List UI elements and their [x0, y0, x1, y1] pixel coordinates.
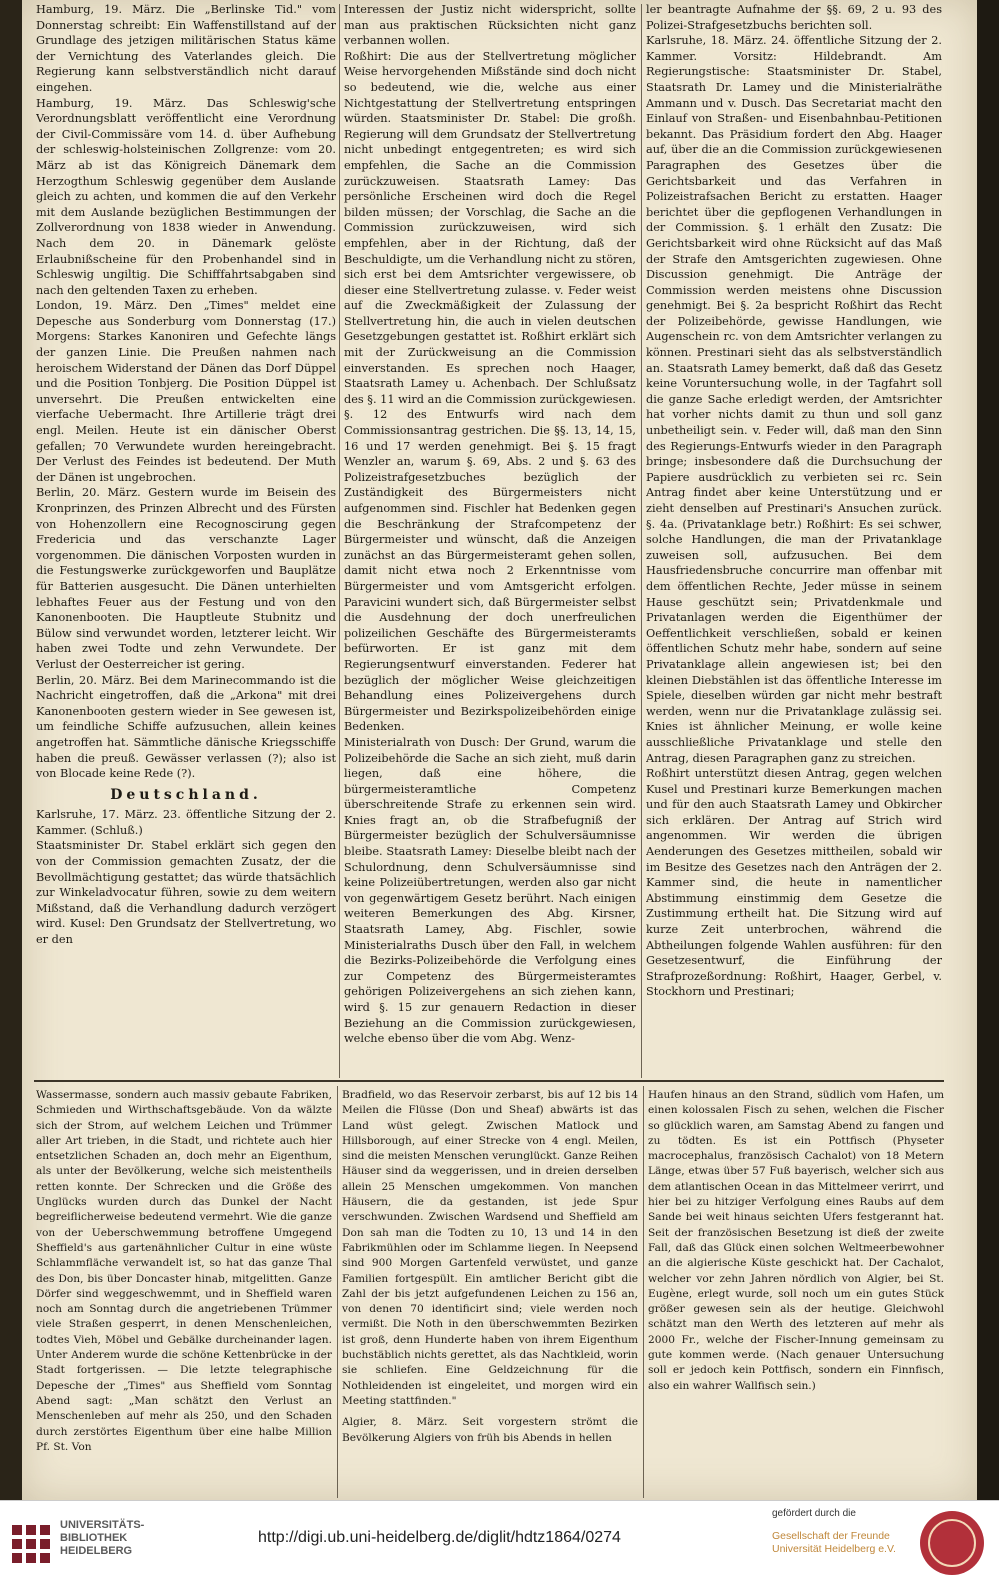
col3-paragraph-3: Roßhirt unterstützt diesen Antrag, gegen welchen Kusel und Prestinari kurze Bemerkungen machen und für den auch Staatsrath Lamey und Obkircher sich erklären. Der Antrag auf Strich wird angenommen. Wir werden die übrigen Aenderungen des Gesetzes mittheilen, sobald wir im Besitze des Gesetzes nach den Anträgen der 2. Kammer sind, die heute in namentlicher Abstimmung einstimmig dem Gesetze die Zustimmung ertheilt hat. Die Sitzung wird auf kurze Zeit unterbrochen, während die Abtheilungen folgende Wahlen ausführen: für den Gesetzesentwurf, die Einführung der Strafprozeßordnung: Roßhirt, Haager, Gerbel, v. Stockhorn und Prestinari;: [646, 767, 942, 999]
column-1: [36, 2, 336, 1078]
col3-paragraph-2: Karlsruhe, 18. März. 24. öffentliche Sitzung der 2. Kammer. Vorsitz: Hildebrandt. Am Regierungstische: Staatsminister Dr. Stabel, Staatsrath Dr. Lamey und die Ministerialräthe Ammann und v. Dusch. Das Secretariat macht den Einlauf von Straßen- und Eisenbahnbau-Petitionen bekannt. Das Präsidium fordert den Abg. Haager auf, über die an die Commission zurückgewiesenen Paragraphen des Gesetzes über die Gerichtsbarkeit und das Verfahren in Polizeistrafsachen Bericht zu erstatten. Haager berichtet über die gepflogenen Verhandlungen in der Commission. §. 1 erhält den Zusatz: Die Gerichtsbarkeit wird ohne Rücksicht auf das Maß der Strafe den Amtsgerichten zugewiesen. Ohne Discussion genehmigt. Die Anträge der Commission werden meistens ohne Discussion genehmigt. Bei §. 2a bespricht Roßhirt das Recht der Polizeibehörde, gewisse Handlungen, wie Augenschein rc. von dem Amtsrichter verlangen zu können. Prestinari sieht das als selbstverständlich an. Staatsrath Lamey bemerkt, daß daß das Gesetz keine Voruntersuchung wolle, in der Tagfahrt soll die ganze Sache erledigt werden, der Amtsrichter hat vorher nichts damit zu thun und soll ganz unbetheiligt sein. v. Feder will, daß man den Sinn des Regierungs-Entwurfs wieder in den Paragraph bringe; insbesondere daß die Durchsuchung der Papiere ausdrücklich zu verbieten sei rc. Sein Antrag findet aber keine Unterstützung und er zieht denselben auf Prestinari's Ansuchen zurück. §. 4a. (Privatanklage betr.) Roßhirt: Es sei schwer, solche Handlungen, die man der Privatanklage zuweisen soll, aufzusuchen. Bei dem Hausfriedensbruche concurrire man offenbar mit dem öffentlichen Rechte, Jeder müsse in seinem Hause geschützt sein; Privatdenkmale und Privatanlagen werden die Eigenthümer der Oeffentlichkeit verschließen, sobald er keinen öffentlichen Schutz mehr habe, sondern auf seine Privatanklage allein angewiesen ist; bei den kleinen Diebstählen ist das öffentliche Interesse im Spiele, dieselben würden gar nicht mehr bestraft werden, wenn nur die Privatanklage zulässig sei. Knies ist ähnlicher Meinung, er wolle keine ausschließliche Privatanklage und stelle den Antrag, diesen Paragraphen ganz zu streichen.: [646, 34, 942, 765]
column-divider: [641, 4, 642, 1078]
scan-left-edge: [0, 0, 22, 1500]
column-divider: [337, 1086, 338, 1498]
col2-paragraph-3: Ministerialrath von Dusch: Der Grund, warum die Polizeibehörde die Sache an sich zieht, muß darin liegen, daß eine höhere, die bürgermeisteramtliche Competenz überschreitende Strafe zu erkennen sein wird. Knies fragt an, ob die Strafbefugniß der Bürgermeister bezüglich der Schulversäumnisse bleibe. Staatsrath Lamey: Dieselbe bleibt nach der Schulordnung, denn Schulversäumnisse sind keine Polizeiübertretungen, werden also gar nicht von gegenwärtigem Gesetz berührt. Nach einigen weiteren Bemerkungen des Abg. Kirsner, Staatsrath Lamey, Abg. Fischler, sowie Ministerialraths Dusch über den Fall, in welchem die Bezirks-Polizeibehörde die Verfolgung eines zur Competenz des Bürgermeisteramtes gehörigen Polizeivergehens an sich ziehen kann, wird §. 15 zur genauern Redaction in dieser Beziehung an die Commission zurückgewiesen, welche ebenso über die vom Abg. Wenz-: [344, 735, 636, 1046]
university-seal-icon: [920, 1511, 984, 1575]
section-heading: Deutschland.: [110, 786, 262, 803]
article-karlsruhe-dateline: Karlsruhe, 17. März. 23. öffentliche Sitzung der 2. Kammer. (Schluß.): [36, 808, 336, 837]
lower-col1-text: Wassermasse, sondern auch massiv gebaute Fabriken, Schmieden und Wirthschaftsgebäude. Von da wälzte sich der Strom, auf welchem Leichen und Trümmer aller Art trieben, in die Stadt, und richtete auch hier entsetzlichen Schaden an, doch mehr an Eigenthum, als unter der Bevölkerung, welche sich meistentheils retten konnte. Der Schrecken und die Größe des Unglücks wurden durch das Dunkel der Nacht begreiflicherweise bedeutend vermehrt. Wie die ganze von der Ueberschwemmung betroffene Umgegend Sheffield's aus gartenähnlicher Cultur in eine wüste Schlammfläche verwandelt ist, so hat das ganze Thal des Don, bis über Doncaster hinab, mitgelitten. Ganze Dörfer sind weggeschwemmt, und in Sheffield waren noch am Sonntag durch die angetriebenen Trümmer viele Straßen gesperrt, in denen Menschenleichen, todtes Vieh, Möbel und Gebälke durcheinander lagen. Unter Anderem wurde die schöne Kettenbrücke in der Stadt fortgerissen. — Die letzte telegraphische Depesche der „Times" aus Sheffield vom Sonntag Abend sagt: „Man schätzt den Verlust an Menschenleben auf mehr als 250, und den Schaden durch zerstörtes Eigenthum über eine halbe Million Pf. St. Von: [36, 1089, 332, 1453]
lower-col2-text: Bradfield, wo das Reservoir zerbarst, bis auf 12 bis 14 Meilen die Flüsse (Don und Sheaf) abwärts ist das Land wüst gelegt. Zwischen Matlock und Hillsborough, auf einer Strecke von 4 engl. Meilen, sind die meisten Menschen verunglückt. Ganze Reihen Häuser sind da weggerissen, und in dreien derselben allein 25 Menschen umgekommen. Von manchen Häusern, die da gestanden, ist jede Spur verschwunden. Zwischen Wardsend und Sheffield am Don sah man die Todten zu 10, 13 und 14 in den Fabrikmühlen oder im Schlamme liegen. In Neepsend sind 900 Morgen Gartenfeld verwüstet, und ganze Familien fortgespült. Ein amtlicher Bericht gibt die Zahl der bis jetzt aufgefundenen Leichen zu 156 an, von denen 70 identificirt sind; viele werden noch vermißt. Die Noth in den überschwemmten Bezirken ist groß, denn Hunderte haben von ihrem Eigenthum buchstäblich nichts gerettet, als das Nachtkleid, worin sie schliefen. Eine Geldzeichnung für die Nothleidenden ist eingeleitet, und morgen wird ein Meeting stattfinden.": [342, 1089, 638, 1407]
lower-column-2: [342, 1088, 638, 1498]
permalink-url[interactable]: http://digi.ub.uni-heidelberg.de/diglit/hdtz1864/0274: [258, 1529, 621, 1546]
article-karlsruhe-text: Staatsminister Dr. Stabel erklärt sich gegen den von der Commission gemachten Zusatz, der die Bevollmächtigung gestattet; das würde thatsächlich zur Winkeladvocatur führen, sowie zu dem weitern Mißstand, daß die Verhandlung dadurch verzögert wird. Kusel: Den Grundsatz der Stellvertretung, wo er den: [36, 839, 336, 947]
article-algier: Algier, 8. März. Seit vorgestern strömt die Bevölkerung Algiers von früh bis Abends in hellen: [342, 1416, 638, 1444]
col2-paragraph-1: Interessen der Justiz nicht widerspricht, sollte man aus praktischen Rücksichten nicht ganz verbannen wollen.: [344, 3, 636, 48]
sponsor-credit: gefördert durch die Gesellschaft der Freunde Universität Heidelberg e.V.: [772, 1508, 896, 1555]
section-divider: [34, 1080, 944, 1082]
column-divider: [643, 1086, 644, 1498]
lower-column-1: [36, 1088, 332, 1498]
lower-column-3: [648, 1088, 944, 1498]
lower-col3-text: Haufen hinaus an den Strand, südlich vom Hafen, um einen kolossalen Fisch zu sehen, welchen die Fischer so glücklich waren, am Samstag Abend zu fangen und zu tödten. Es ist ein Pottfisch (Physeter macrocephalus, französisch Cachalot) von 18 Metern Länge, etwas über 57 Fuß bayerisch, welcher sich aus dem atlantischen Ocean in das Mittelmeer verirrt, und hier bei zu hitziger Verfolgung eines Raubs auf dem Sande bei weit hinaus seichten Ufers festgerannt hat. Seit der französischen Besetzung ist dieß der zweite Fall, daß das Glück einen solchen Weltmeerbewohner an die algierische Küste geschickt hat. Der Cachalot, welcher vor zehn Jahren nördlich von Algier, bei St. Eugène, erlegt wurde, soll noch um ein gutes Stück größer gewesen sein als der heutige. Gleichwohl schätzt man den Werth des letzteren auf mehr als 2000 Fr., welche der Fischer-Innung gemeinsam zu gute kommen werde. (Nach genauer Untersuchung soll er jedoch kein Pottfisch, sondern ein Finnfisch, also ein wahrer Wallfisch sein.): [648, 1089, 944, 1392]
university-library-logo-icon: [8, 1521, 54, 1567]
column-divider: [339, 4, 340, 1078]
column-3: [646, 2, 942, 1078]
viewer-footer: [0, 1500, 999, 1583]
column-2: [344, 2, 636, 1078]
col3-paragraph-1: ler beantragte Aufnahme der §§. 69, 2 u. 93 des Polizei-Strafgesetzbuchs berichten soll.: [646, 3, 942, 32]
article-london: London, 19. März. Den „Times" meldet eine Depesche aus Sonderburg vom Donnerstag (17.) Morgens: Starkes Kanoniren und Gefechte längs der ganzen Linie. Die Preußen nahmen nach heroischem Widerstand der Dänen das Dorf Düppel und die Position Tonbjerg. Die Position Düppel ist unversehrt. Die Preußen entwickelten eine vierfache Uebermacht. Ihre Artillerie trägt drei engl. Meilen. Heute ist ein dänischer Oberst gefallen; 70 Verwundete wurden hereingebracht. Der Verlust des Feindes ist bedeutend. Der Muth der Dänen ist ungebrochen.: [36, 299, 336, 484]
article-hamburg-1: Hamburg, 19. März. Die „Berlinske Tid." vom Donnerstag schreibt: Ein Waffenstillstand auf der Grundlage des jetzigen militärischen Status käme der Vernichtung des Vaterlandes gleich. Die Regierung kann selbstverständlich nicht darauf eingehen.: [36, 3, 336, 94]
scan-right-edge: [977, 0, 999, 1500]
col2-paragraph-2: Roßhirt: Die aus der Stellvertretung möglicher Weise hervorgehenden Mißstände sind doch nicht so bedeutend, wie die, welche aus einer Nichtgestattung der Stellvertretung entspringen würden. Staatsminister Dr. Stabel: Die großh. Regierung will dem Grundsatz der Stellvertretung nicht unbedingt entgegentreten; es wird sich empfehlen, die Sache an die Commission zurückzuweisen. Staatsrath Lamey: Das persönliche Erscheinen wird doch die Regel bilden müssen; der Vorschlag, die Sache an die Commission zurückzuweisen, wird sich empfehlen, aber in der Richtung, daß der Beschuldigte, um die Verhandlung nicht zu stören, sich erst bei dem Amtsrichter vergewissere, ob dieser eine Stellvertretung zulasse. v. Feder weist auf die Zweckmäßigkeit der Zulassung der Stellvertretung hin, die auch in vielen deutschen Gesetzgebungen gestattet ist. Roßhirt erklärt sich mit der Zurückweisung an die Commission einverstanden. Es sprechen noch Haager, Staatsrath Lamey u. Achenbach. Der Schlußsatz des §. 11 wird an die Commission zurückgewiesen. §. 12 des Entwurfs wird nach dem Commissionsantrag gestrichen. Die §§. 13, 14, 15, 16 und 17 werden genehmigt. Bei §. 15 fragt Wenzler an, warum §. 69, Abs. 2 und §. 63 des Polizeistrafgesetzbuches bezüglich der Zuständigkeit des Bürgermeisters nicht aufgenommen sind. Fischler hat Bedenken gegen die Beschränkung der Strafcompetenz der Bürgermeister und wünscht, daß die Anzeigen zunächst an das Bürgermeisteramt gehen sollen, damit nicht etwa noch 2 Erkenntnisse vom Bürgermeister und vom Amtsgericht erfolgen. Paravicini wundert sich, daß Bürgermeister selbst die Ausdehnung der doch unerfreulichen polizeilichen Geschäfte des Bürgermeisteramts befürworten. Er ist ganz mit dem Regierungsentwurf einverstanden. Federer hat bezüglich der möglicher Weise gleichzeitigen Behandlung eines Polizeivergehens durch Bürgermeister und Bezirkspolizeibehörden einige Bedenken.: [344, 49, 636, 734]
article-berlin-2: Berlin, 20. März. Bei dem Marinecommando ist die Nachricht eingetroffen, daß die „Arkona" mit drei Kanonenbooten gestern wieder in See gewesen ist, um feindliche Schiffe aufzusuchen, allein keines angetroffen hat. Sämmtliche dänische Kriegsschiffe haben die preuß. Gewässer verlassen (?); also ist von Blocade keine Rede (?).: [36, 673, 336, 781]
article-hamburg-2: Hamburg, 19. März. Das Schleswig'sche Verordnungsblatt veröffentlicht eine Verordnung der Civil-Commissäre vom 14. d. über Aufhebung der schleswig-holsteinischen Zollgrenze: vom 20. März ab ist das Königreich Dänemark dem Herzogthum Schleswig gegenüber dem Auslande gleich zu achten, und kommen die auf den Verkehr mit dem Auslande bezüglichen Bestimmungen der Zollverordnung von 1838 wieder in Anwendung. Nach dem 20. in Dänemark gelöste Erlaubnißscheine für den Probenhandel sind in Schleswig ungiltig. Die Schifffahrtsabgaben sind nach den geltenden Taxen zu erheben.: [36, 96, 336, 297]
article-berlin-1: Berlin, 20. März. Gestern wurde im Beisein des Kronprinzen, des Prinzen Albrecht und des Fürsten von Hohenzollern eine Recognoscirung gegen Fredericia und das verschanzte Lager vorgenommen. Die dänischen Vorposten wurden in die Festungswerke zurückgeworfen und Bauplätze für Batterien ausgesucht. Die Dänen unterhielten lebhaftes Feuer aus der Festung und von den Kanonenbooten. Die Hauptleute Stubnitz und Bülow sind verwundet worden, letzterer leicht. Wir haben zwei Todte und zehn Verwundete. Der Verlust der Oesterreicher ist gering.: [36, 486, 336, 671]
library-name: UNIVERSITÄTS- BIBLIOTHEK HEIDELBERG: [60, 1519, 145, 1557]
